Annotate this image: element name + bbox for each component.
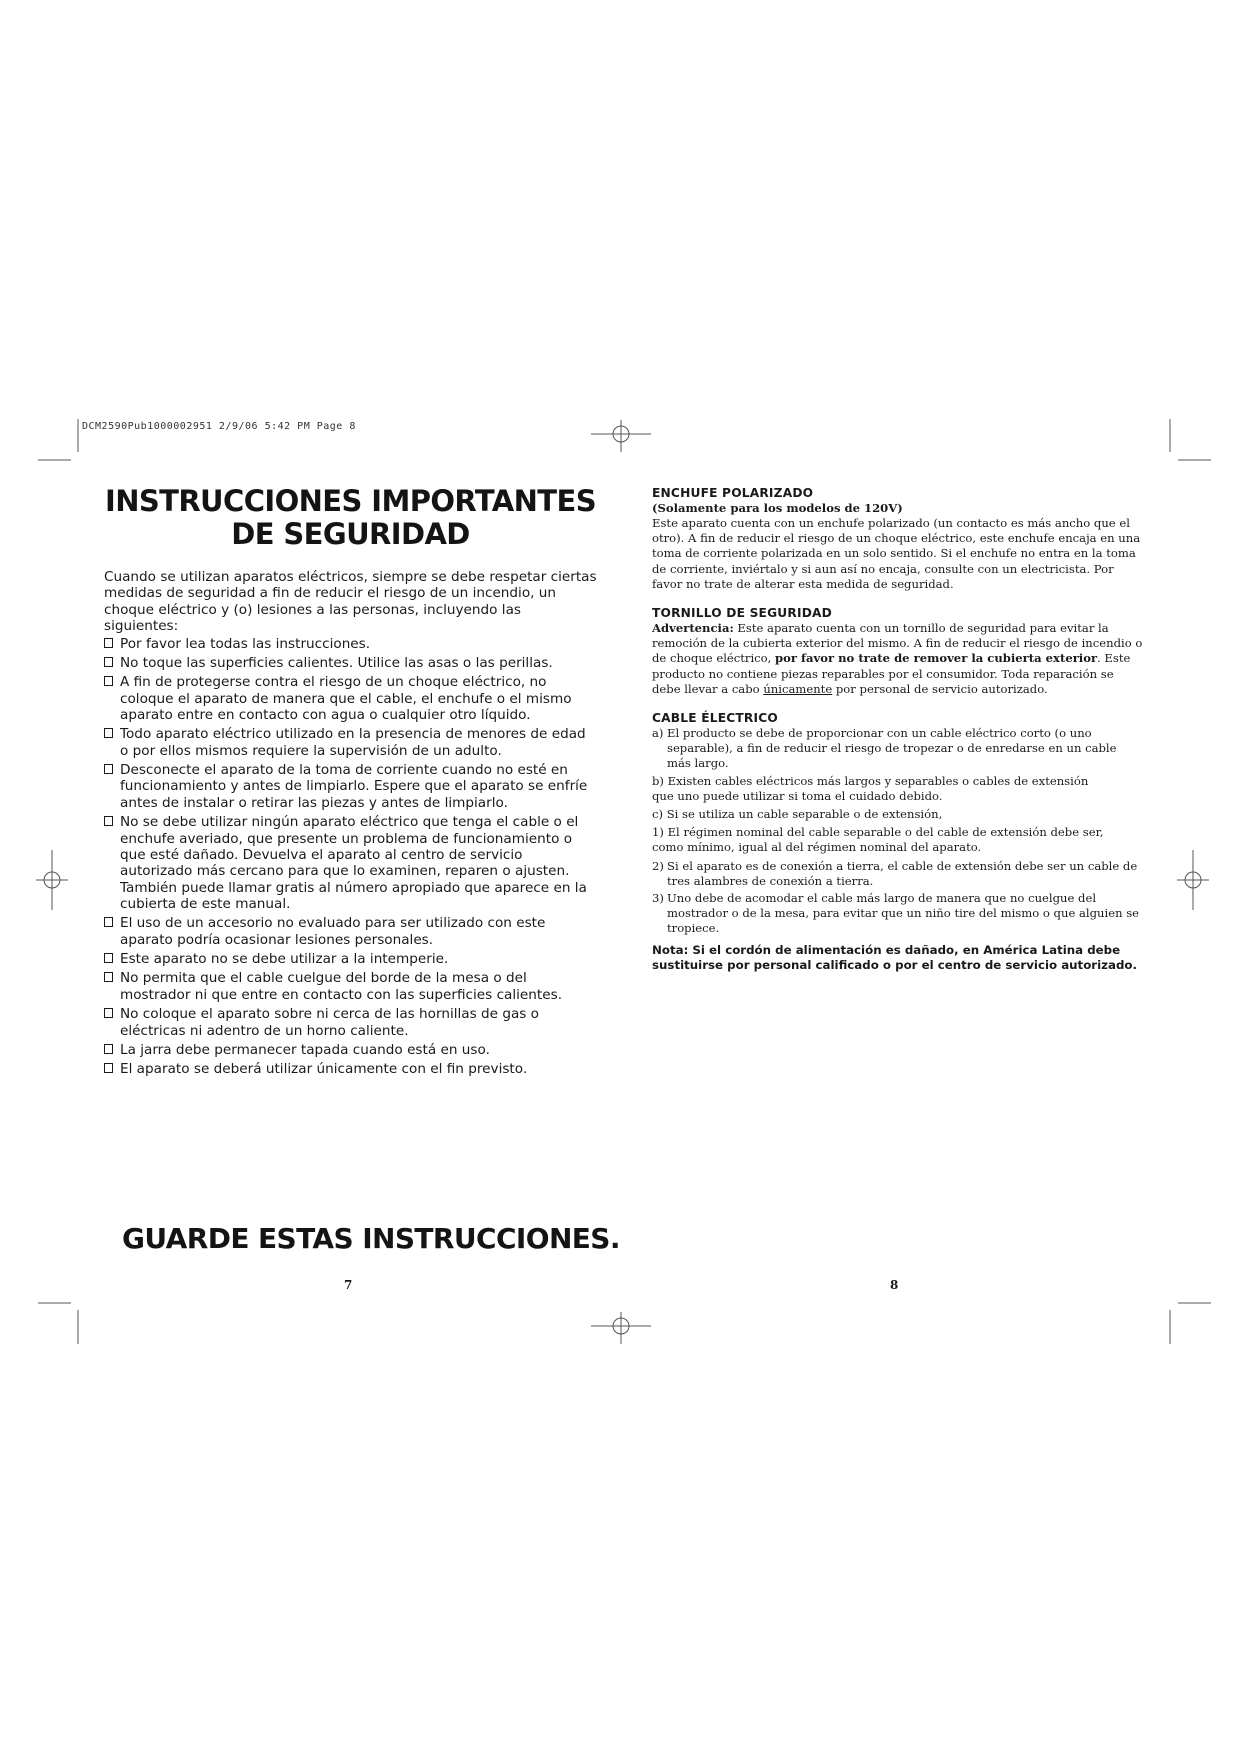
checkbox-icon xyxy=(104,1008,113,1018)
list-item: 1) El régimen nominal del cable separable o del cable de extensión debe ser, xyxy=(652,825,1104,840)
checkbox-icon xyxy=(104,638,113,648)
checkbox-icon xyxy=(104,953,113,963)
list-item: Por favor lea todas las instrucciones. xyxy=(104,636,597,652)
list-item: No coloque el aparato sobre ni cerca de las hornillas de gas o eléctricas ni adentro de un horno caliente. xyxy=(104,1006,597,1039)
checkbox-icon xyxy=(104,728,113,738)
safety-screw-section xyxy=(652,606,1144,697)
list-item: El uso de un accesorio no evaluado para ser utilizado con este aparato podría ocasionar lesiones personales. xyxy=(104,915,597,948)
polarized-plug-section xyxy=(652,486,1144,592)
registration-mark-right xyxy=(1177,850,1209,910)
list-item: La jarra debe permanecer tapada cuando está en uso. xyxy=(104,1042,597,1058)
list-item: 2) Si el aparato es de conexión a tierra, el cable de extensión debe ser un cable de tres alambres de conexión a tierra. xyxy=(652,858,1138,888)
left-page xyxy=(104,485,597,1080)
list-item: No permita que el cable cuelgue del borde de la mesa o del mostrador ni que entre en contacto con las superficies calientes. xyxy=(104,970,597,1003)
list-item: No se debe utilizar ningún aparato eléctrico que tenga el cable o el enchufe averiado, que presente un problema de funcionamiento o que esté dañado. Devuelva el aparato al centro de servicio autorizado más cercano para que lo examinen, reparen o ajusten. También puede llamar gratis al número apropiado que aparece en la cubierta de este manual. xyxy=(104,814,597,912)
intro-paragraph: Cuando se utilizan aparatos eléctricos, siempre se debe respetar ciertas medidas de seguridad a fin de reducir el riesgo de un incendio, un choque eléctrico y (o) lesiones a las personas, incluyendo las siguientes: xyxy=(104,569,597,635)
latin-america-note: Nota: Si el cordón de alimentación es dañado, en América Latina debe sustituirse por personal calificado o por el centro de servicio autorizado. xyxy=(652,942,1138,972)
page-title xyxy=(104,485,597,551)
title-line-1: INSTRUCCIONES IMPORTANTES xyxy=(105,484,596,518)
list-item: Este aparato no se debe utilizar a la intemperie. xyxy=(104,951,597,967)
title-line-2: DE SEGURIDAD xyxy=(231,517,470,551)
right-page xyxy=(652,486,1144,973)
warning-label: Advertencia: xyxy=(652,621,734,636)
electric-cord-section xyxy=(652,711,1144,973)
list-item: Desconecte el aparato de la toma de corriente cuando no esté en funcionamiento y antes de limpiarlo. Espere que el aparato se enfríe antes de instalar o retirar las piezas y antes de limpiarlo. xyxy=(104,762,597,811)
checkbox-icon xyxy=(104,764,113,774)
print-slug: DCM2590Pub1000002951 2/9/06 5:42 PM Page 8 xyxy=(82,421,356,432)
list-item: Todo aparato eléctrico utilizado en la presencia de menores de edad o por ellos mismos requiere la supervisión de un adulto. xyxy=(104,726,597,759)
checkbox-icon xyxy=(104,972,113,982)
section-text: Advertencia: Este aparato cuenta con un tornillo de seguridad para evitar la remoción de la cubierta exterior del mismo. A fin de reducir el riesgo de incendio o de choque eléctrico, por favor no trate de remover la cubierta exterior. Este producto no contiene piezas reparables por el consumidor. Toda reparación se debe llevar a cabo únicamente por personal de servicio autorizado. xyxy=(652,621,1143,696)
list-item: c) Si se utiliza un cable separable o de extensión, xyxy=(652,807,943,822)
page-number-right: 8 xyxy=(890,1278,899,1292)
checkbox-icon xyxy=(104,1044,113,1054)
list-item: A fin de protegerse contra el riesgo de un choque eléctrico, no coloque el aparato de manera que el cable, el enchufe o el mismo aparato entre en contacto con agua o cualquier otro líquido. xyxy=(104,674,597,723)
registration-mark-top xyxy=(591,420,651,452)
safety-checklist xyxy=(104,636,597,1078)
checkbox-icon xyxy=(104,917,113,927)
list-item: El aparato se deberá utilizar únicamente con el fin previsto. xyxy=(104,1061,597,1077)
list-item-continuation: que uno puede utilizar si toma el cuidado debido. xyxy=(652,788,943,803)
list-item: 3) Uno debe de acomodar el cable más largo de manera que no cuelgue del mostrador o de la mesa, para evitar que un niño tire del mismo o que alguien se tropiece. xyxy=(652,891,1140,936)
section-text: Este aparato cuenta con un enchufe polarizado (un contacto es más ancho que el otro). A fin de reducir el riesgo de un choque eléctrico, este enchufe encaja en una toma de corriente polarizada en un solo sentido. Si el enchufe no entra en la toma de corriente, inviértalo y si aun así no encaja, consulte con un electricista. Por favor no trate de alterar esta medida de seguridad. xyxy=(652,516,1141,591)
checkbox-icon xyxy=(104,816,113,826)
section-heading: ENCHUFE POLARIZADO xyxy=(652,486,814,500)
emphasis-text: por favor no trate de remover la cubierta exterior xyxy=(775,651,1098,666)
list-item-continuation: como mínimo, igual al del régimen nominal del aparato. xyxy=(652,840,982,855)
page-number-left: 7 xyxy=(344,1278,353,1292)
registration-mark-left xyxy=(36,850,68,910)
checkbox-icon xyxy=(104,657,113,667)
underlined-text: únicamente xyxy=(763,681,833,696)
checkbox-icon xyxy=(104,1063,113,1073)
list-item: a) El producto se debe de proporcionar con un cable eléctrico corto (o uno separable), a fin de reducir el riesgo de tropezar o de enredarse en un cable más largo. xyxy=(652,726,1117,771)
section-subheading: (Solamente para los modelos de 120V) xyxy=(652,501,903,515)
list-item: No toque las superficies calientes. Utilice las asas o las perillas. xyxy=(104,655,597,671)
section-heading: CABLE ÉLECTRICO xyxy=(652,711,778,726)
section-heading: TORNILLO DE SEGURIDAD xyxy=(652,606,832,621)
registration-mark-bottom xyxy=(591,1312,651,1344)
list-item: b) Existen cables eléctricos más largos y separables o cables de extensión xyxy=(652,773,1089,788)
save-instructions-heading: GUARDE ESTAS INSTRUCCIONES. xyxy=(122,1222,620,1255)
checkbox-icon xyxy=(104,676,113,686)
